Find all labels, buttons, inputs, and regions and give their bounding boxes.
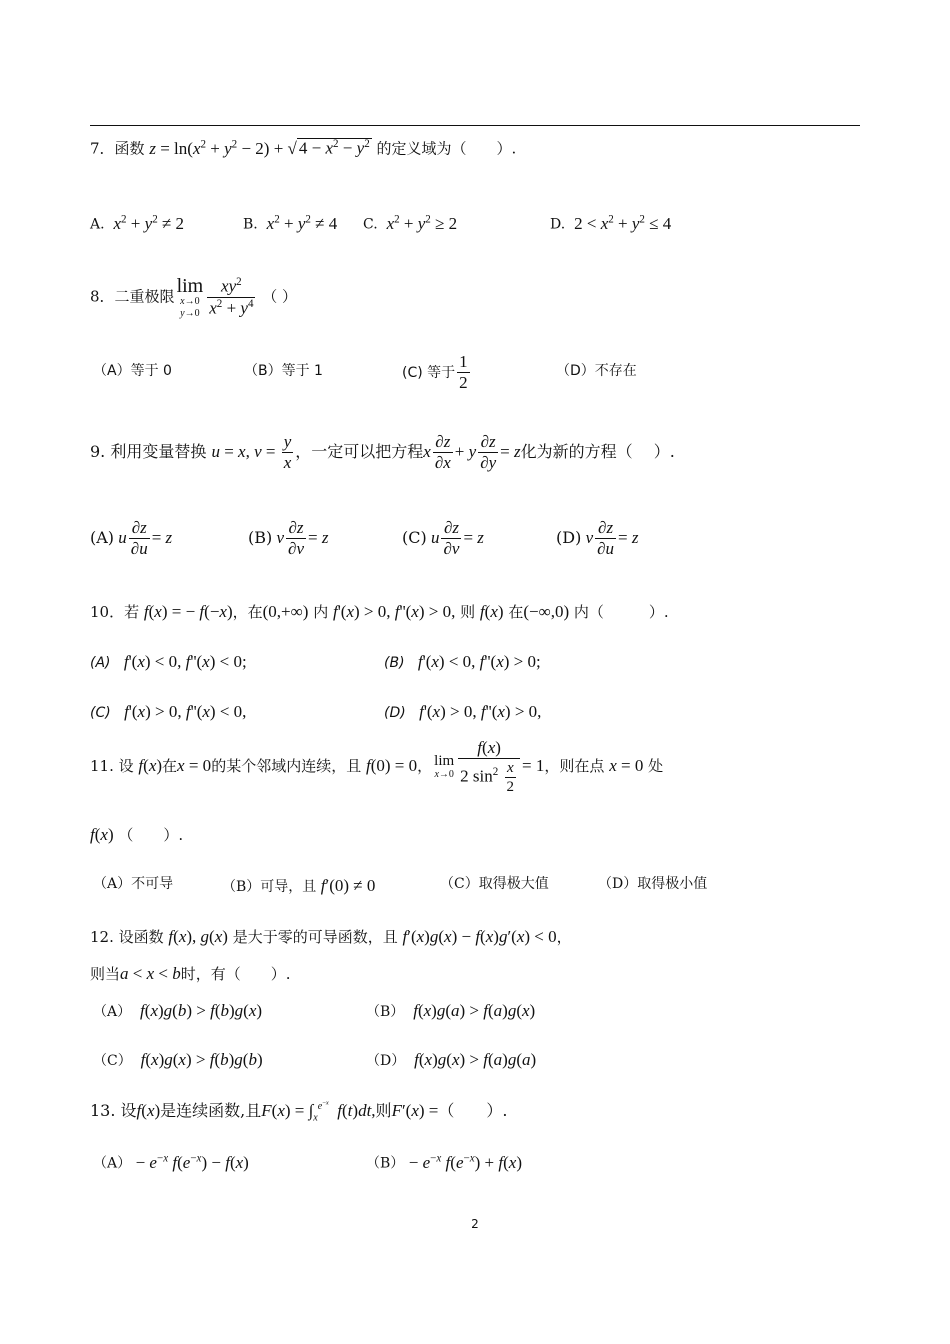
q12-option-d: （D） f(x)g(x) > f(a)g(a) bbox=[366, 1050, 537, 1069]
q11-option-d: （D）取得极小值 bbox=[598, 876, 708, 892]
q8-option-a: （A）等于 0 bbox=[93, 363, 172, 379]
q9-option-c: (C) u $\frac{\partial z}{\partial v}$ = z bbox=[402, 518, 484, 559]
q9-option-d: (D) v $\frac{\partial z}{\partial u}$ = z bbox=[556, 518, 639, 559]
q7-prefix: 函数 bbox=[114, 139, 145, 158]
question-10: 10．若 f(x) = − f(−x)，在(0,+∞) 内 f'(x) > 0, f''(x) > 0, 则 f(x) 在(−∞,0) 内（ ）. bbox=[90, 602, 669, 621]
q13-prefix: 13. 设 bbox=[90, 1100, 137, 1120]
q7-number: 7． bbox=[90, 139, 115, 158]
q10-option-a: (A) f'(x) < 0, f''(x) < 0; bbox=[90, 652, 247, 671]
q11-prefix: 11. 设 bbox=[90, 757, 134, 776]
q11-line2: f(x) （ ）. bbox=[90, 825, 184, 844]
header-rule bbox=[90, 125, 860, 126]
q9-prefix: 9. 利用变量替换 bbox=[90, 441, 207, 461]
q10-number: 10．若 bbox=[90, 603, 140, 621]
q7-option-c: C. $x^2 + y^2 \ge 2$ bbox=[363, 213, 458, 233]
q9-option-a: (A) u $\frac{\partial z}{\partial u}$ = z bbox=[90, 518, 173, 559]
q7-option-d: D. $2 < x^2 + y^2 \le 4$ bbox=[550, 213, 672, 233]
q11-option-a: （A）不可导 bbox=[93, 876, 174, 892]
q12-line2: 则当a < x < b时，有（ ）. bbox=[90, 964, 291, 983]
q7-suffix: 的定义域为（ ）. bbox=[376, 139, 517, 158]
q7-function: $z = \ln(x^2 + y^2 - 2)$ + √ $4 - x^2 - y^2$ bbox=[149, 138, 370, 158]
question-12: 12. 设函数 f(x), g(x) 是大于零的可导函数，且 f′(x)g(x) − f(x)g′(x) < 0， bbox=[90, 927, 572, 946]
q8-fraction: $\frac{xy^2}{x^2 + y^4}$ bbox=[209, 276, 254, 318]
question-9 bbox=[90, 432, 675, 474]
q12-prefix: 12. 设函数 bbox=[90, 928, 164, 946]
q7-option-a: A. $x^2 + y^2 \ne 2$ bbox=[90, 213, 185, 233]
page-number: 2 bbox=[471, 1217, 479, 1231]
q8-suffix: （ ） bbox=[262, 287, 298, 306]
q7-option-b: B. $x^2 + y^2 \ne 4$ bbox=[243, 213, 338, 233]
question-7 bbox=[90, 138, 516, 157]
q9-substitution: u = x, v = $\frac{y}{x}$ bbox=[211, 432, 292, 473]
q8-number: 8． bbox=[90, 287, 115, 306]
q8-prefix: 二重极限 bbox=[114, 287, 175, 306]
q9-option-b: (B) v $\frac{\partial z}{\partial v}$ = z bbox=[248, 518, 329, 559]
q9-suffix: 化为新的方程（ ）. bbox=[520, 441, 675, 461]
q8-option-d: （D）不存在 bbox=[556, 363, 637, 379]
q10-option-b: (B) f'(x) < 0, f''(x) > 0; bbox=[384, 652, 541, 671]
q8-option-c: (C) 等于 $\frac{1}{2}$ bbox=[402, 352, 468, 393]
q12-option-a: （A） f(x)g(b) > f(b)g(x) bbox=[93, 1001, 263, 1020]
q8-limit: lim x→0 y→0 bbox=[176, 275, 204, 319]
q9-mid: ，一定可以把方程 bbox=[295, 441, 424, 461]
q8-option-b: （B）等于 1 bbox=[244, 363, 323, 379]
q10-option-d: (D) f'(x) > 0, f''(x) > 0, bbox=[384, 702, 542, 721]
q13-option-a: $(A) - e^{-x}$ $f(e^{-x}) - f(x)$ bbox=[93, 1152, 249, 1172]
q11-option-c: （C）取得极大值 bbox=[440, 876, 549, 892]
question-13: 13. 设f(x)是连续函数,且$F(x) = \int_x^{e^{-x}}$ f(t)dt,则F′(x) =（ ）. bbox=[90, 1100, 508, 1124]
q10-option-c: (C) f'(x) > 0, f''(x) < 0, bbox=[90, 702, 247, 721]
q12-option-c: （C） f(x)g(x) > f(b)g(b) bbox=[93, 1050, 263, 1069]
q12-option-b: （B） f(x)g(a) > f(a)g(x) bbox=[366, 1001, 536, 1020]
question-11: 11. 设 f(x)在x = 0的某个邻域内连续，且 f(0) = 0， lim x→0 f(x) 2 $\sin^2$ $\frac{x}{2}$ = 1，则在点 x = 0 处 bbox=[90, 738, 664, 796]
question-8 bbox=[90, 276, 297, 319]
q13-option-b: $(B) - e^{-x}$ $f(e^{-x}) + f(x)$ bbox=[366, 1152, 522, 1172]
q9-equation: x $\frac{\partial z}{\partial x}$ + y $\frac{\partial z}{\partial y}$ = z bbox=[423, 432, 521, 473]
q11-option-b: （B）可导，且 f′(0) ≠ 0 bbox=[222, 876, 376, 895]
